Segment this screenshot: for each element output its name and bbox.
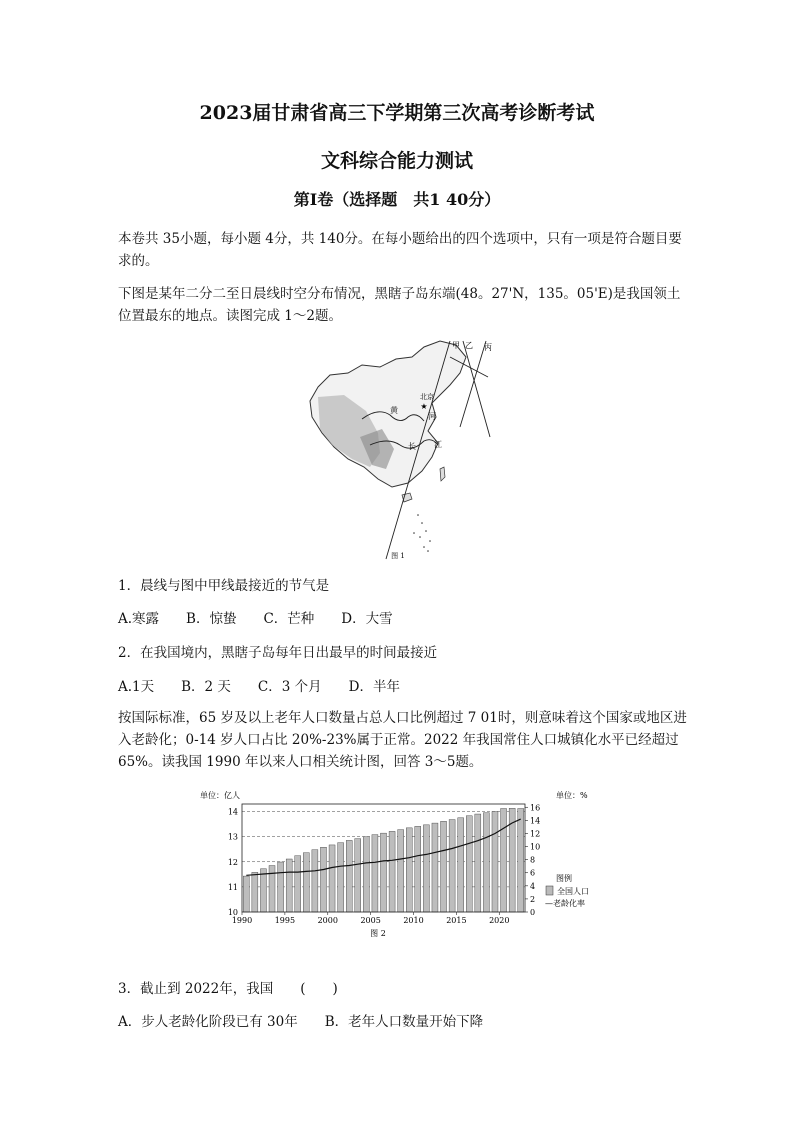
population-bar (389, 831, 395, 912)
population-bar (501, 809, 507, 912)
right-tick-label: 2 (530, 894, 536, 904)
legend-line-label: —老龄化率 (545, 899, 585, 908)
population-bar (329, 845, 335, 912)
population-bar (320, 847, 326, 912)
population-bar (312, 850, 318, 912)
x-tick-label: 2000 (317, 916, 338, 925)
population-bar (303, 853, 309, 912)
passage-1: 下图是某年二分二至日晨线时空分布情况，黑瞎子岛东端(48。27'N，135。05'E)是我国领土位置最东的地点。读图完成 1～2题。 (118, 286, 681, 324)
left-tick-label: 12 (227, 857, 238, 867)
china-map-figure (300, 337, 500, 562)
population-bar (269, 866, 275, 912)
left-tick-label: 10 (227, 908, 238, 917)
population-bar (449, 820, 455, 912)
label-yi: 乙 (465, 341, 473, 350)
population-bar (286, 859, 292, 912)
legend-bar-label: 全国人口 (557, 887, 589, 896)
left-tick-label: 13 (227, 832, 238, 842)
right-tick-label: 14 (530, 816, 541, 826)
left-tick-label: 14 (227, 807, 238, 817)
population-bar (243, 876, 249, 912)
exam-subtitle: 文科综合能力测试 (320, 150, 473, 172)
population-bar (363, 837, 369, 912)
label-jiang: 江 (434, 440, 442, 449)
label-chang: 长 (408, 442, 416, 451)
q1-options: A.寒露 B．惊蛰 C．芒种 D．大雪 (118, 611, 393, 627)
x-tick-label: 1990 (231, 916, 253, 925)
beijing-star-icon: ★ (420, 402, 428, 411)
right-tick-label: 4 (530, 881, 536, 891)
left-tick-label: 11 (227, 882, 238, 892)
population-bar (406, 828, 412, 912)
population-bar (252, 872, 258, 912)
population-bar (372, 835, 378, 912)
population-bar (441, 821, 447, 912)
population-bar (380, 833, 386, 912)
population-chart (200, 786, 600, 941)
population-bar (483, 813, 489, 912)
q2-stem: 2．在我国境内，黑瞎子岛每年日出最早的时间最接近 (118, 645, 438, 661)
label-huang: 黄 (390, 406, 398, 415)
q3-options: A．步人老龄化阶段已有 30年 B．老年人口数量开始下降 (118, 1014, 484, 1030)
population-bar (338, 843, 344, 912)
population-bar (278, 862, 284, 912)
population-bar (295, 856, 301, 912)
population-bar (415, 826, 421, 912)
population-bar (398, 830, 404, 912)
right-tick-label: 8 (530, 855, 536, 865)
x-tick-label: 2020 (489, 916, 510, 925)
label-bing: 丙 (484, 343, 492, 352)
right-unit-label: 单位：% (556, 791, 588, 800)
population-bar (518, 809, 524, 912)
figure-2-caption: 图 2 (370, 929, 386, 938)
population-bar (492, 812, 498, 912)
right-tick-label: 16 (530, 803, 541, 813)
legend-bar-swatch (546, 886, 553, 895)
figure-1-caption: 图 1 (391, 552, 405, 560)
x-tick-label: 2015 (446, 916, 467, 925)
population-bar (355, 839, 361, 912)
label-jia: 甲 (452, 341, 460, 350)
legend (545, 873, 589, 908)
population-bar (475, 814, 481, 912)
passage-2: 按国际标准，65 岁及以上老年人口数量占总人口比例超过 7 01时，则意味着这个国家或地区进入老龄化；0-14 岁人口占比 20%-23%属于正常。2022 年我国常住人口城镇化水平已经超过 65%。读我国 1990 年以来人口相关统计图，回答 3～5题。 (118, 710, 687, 770)
population-bar (346, 840, 352, 912)
left-unit-label: 单位：亿人 (200, 791, 240, 800)
section-heading: 第Ⅰ卷（选择题 共1 40分） (293, 190, 501, 209)
q2-options: A.1天 B．2 天 C．3 个月 D．半年 (118, 679, 400, 695)
line-yi (463, 341, 490, 437)
exam-title: 2023届甘肃省高三下学期第三次高考诊断考试 (199, 102, 595, 124)
q1-stem: 1．晨线与图中甲线最接近的节气是 (118, 578, 330, 594)
population-bar (423, 825, 429, 912)
label-he: 河 (428, 412, 436, 421)
x-tick-label: 2010 (403, 916, 424, 925)
right-tick-label: 12 (530, 829, 541, 839)
south-sea-islands (413, 514, 431, 552)
right-tick-label: 0 (530, 908, 536, 917)
x-tick-label: 2005 (360, 916, 381, 925)
x-tick-label: 1995 (274, 916, 296, 925)
population-bar (458, 818, 464, 912)
q3-stem: 3．截止到 2022年，我国 ( ) (118, 981, 338, 997)
population-bar (432, 823, 438, 912)
label-beijing: 北京 (420, 393, 434, 401)
right-tick-label: 6 (530, 868, 536, 878)
right-tick-label: 10 (530, 842, 541, 852)
population-bar (466, 816, 472, 912)
instructions: 本卷共 35小题，每小题 4分，共 140分。在每小题给出的四个选项中，只有一项是符合题目要求的。 (118, 231, 682, 269)
population-bar (260, 869, 266, 912)
taiwan (440, 467, 445, 481)
legend-title: 图例 (556, 874, 572, 883)
